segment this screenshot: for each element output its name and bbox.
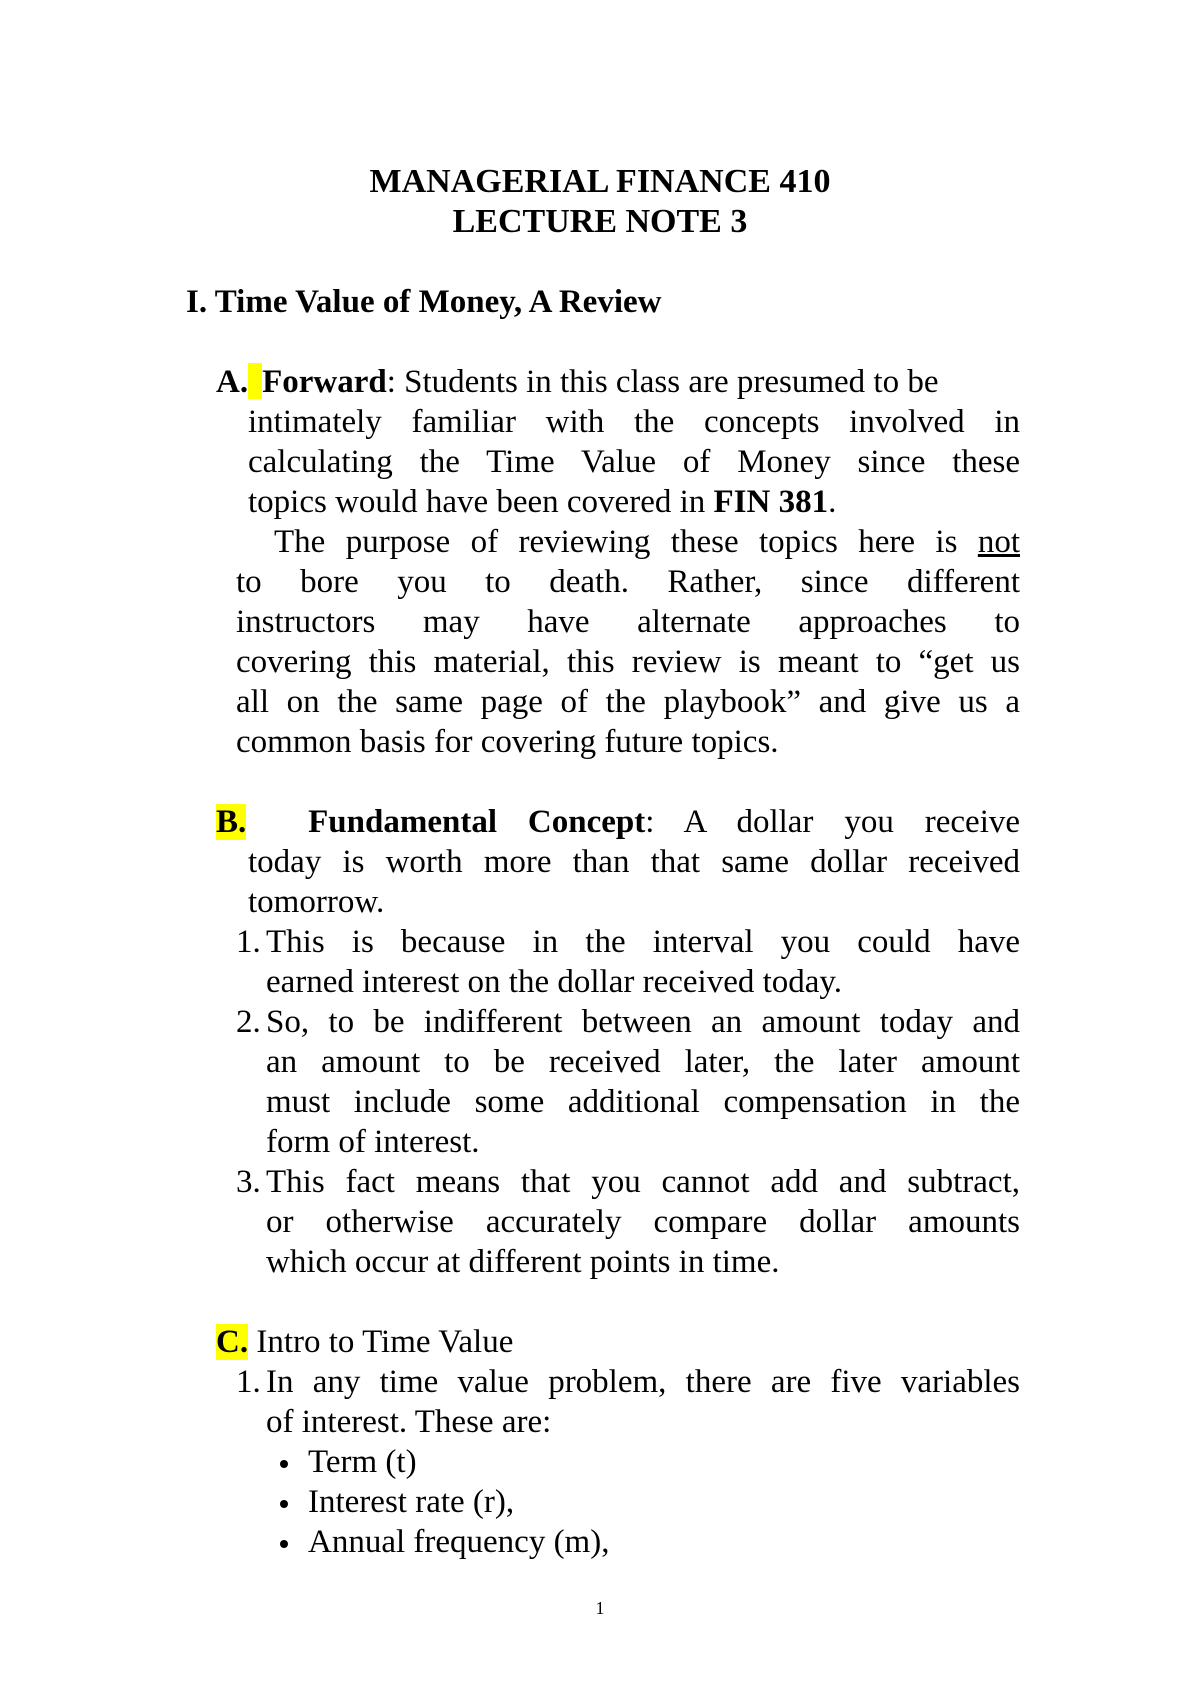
list-item-line: So, to be indifferent between an amount today and [266,1004,1020,1040]
list-item-line: an amount to be received later, the later amount [266,1044,1020,1080]
list-item-line: which occur at different points in time. [266,1244,780,1280]
paragraph-line [248,482,836,522]
highlight-mark [248,363,262,399]
bullet-icon [280,1460,288,1468]
list-item-number: 1. [236,1364,261,1400]
section-c-marker: C. [216,1324,249,1360]
paragraph-line: all on the same page of the playbook” and give us a [236,684,1020,720]
underlined-word: not [977,524,1020,560]
bullet-item: Interest rate (r), [308,1484,515,1520]
paragraph-line: covering this material, this review is meant to “get us [236,644,1020,680]
list-item-line: In any time value problem, there are five variables [266,1364,1020,1400]
list-item-number: 1. [236,924,261,960]
list-item-line: This fact means that you cannot add and subtract, [266,1164,1020,1200]
paragraph-text: The purpose of reviewing these topics here is [274,524,978,560]
paragraph-line: today is worth more than that same dollar received [248,844,1020,880]
section-b-label: Fundamental Concept [308,804,646,840]
list-item-line: of interest. These are: [266,1404,552,1440]
list-item-line: form of interest. [266,1124,480,1160]
bullet-item: Term (t) [308,1444,417,1480]
bullet-icon [280,1500,288,1508]
paragraph-line: to bore you to death. Rather, since different [236,564,1020,600]
list-item-line: This is because in the interval you could have [266,924,1020,960]
list-item-line: or otherwise accurately compare dollar amounts [266,1204,1020,1240]
section-a-label: Forward [262,364,387,400]
list-item-line: earned interest on the dollar received today. [266,964,843,1000]
paragraph-line [274,522,1020,562]
paragraph-text: topics would have been covered in [248,484,714,520]
section-a-first-line [216,362,938,402]
section-a-marker: A. [216,364,249,400]
paragraph-line: instructors may have alternate approaches to [236,604,1020,640]
section-heading: I. Time Value of Money, A Review [186,284,662,320]
paragraph-line: calculating the Time Value of Money since these [248,444,1020,480]
section-c-first-line [216,1322,513,1362]
document-title: MANAGERIAL FINANCE 410 [369,163,831,200]
section-b-marker: B. [216,804,247,840]
section-c-label: Intro to Time Value [248,1324,514,1360]
section-b-first-line [216,802,1020,842]
paragraph-text: . [828,484,837,520]
paragraph-line: tomorrow. [248,884,385,920]
page-number: 1 [595,1598,605,1618]
list-item-number: 3. [236,1164,261,1200]
list-item-number: 2. [236,1004,261,1040]
course-code: FIN 381 [713,484,829,520]
document-subtitle: LECTURE NOTE 3 [452,203,748,240]
section-b-text: : A dollar you receive [645,804,1021,840]
list-item-line: must include some additional compensation in the [266,1084,1020,1120]
paragraph-line: common basis for covering future topics. [236,724,779,760]
paragraph-line: intimately familiar with the concepts involved in [248,404,1020,440]
section-a-text: : Students in this class are presumed to be [386,364,939,400]
bullet-icon [280,1540,288,1548]
bullet-item: Annual frequency (m), [308,1524,610,1560]
